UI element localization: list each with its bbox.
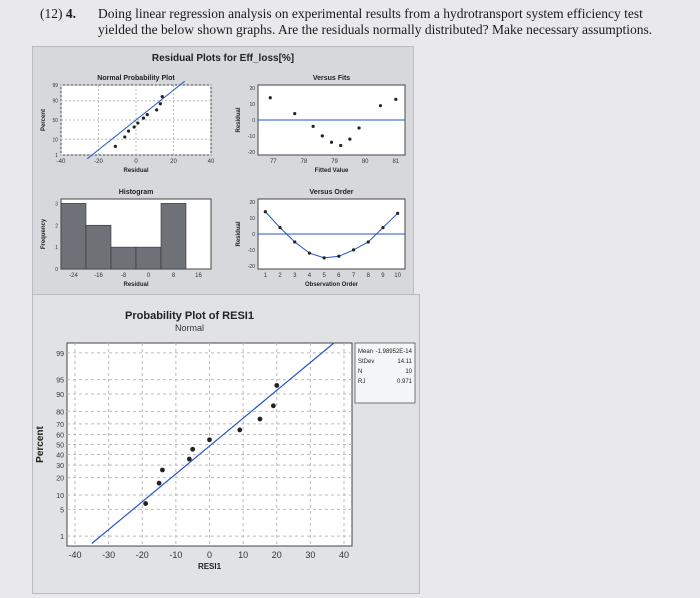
data-point [143, 501, 148, 506]
data-point [352, 248, 355, 251]
x-axis-label: Fitted Value [314, 168, 349, 174]
x-tick-label: 6 [337, 273, 341, 279]
data-point [146, 113, 149, 116]
probability-plot-panel [32, 294, 420, 594]
data-point [136, 121, 139, 124]
y-axis-label: Percent [35, 426, 46, 463]
y-tick-label: 40 [56, 452, 64, 460]
residual-plots-svg [33, 47, 413, 294]
data-point [237, 428, 242, 433]
x-tick-label: -24 [69, 273, 78, 279]
data-point [161, 95, 164, 98]
x-tick-label: 79 [331, 159, 338, 165]
x-tick-label: 9 [381, 273, 385, 279]
data-point [271, 403, 276, 408]
histogram-plot [41, 189, 211, 288]
y-tick-label: 50 [56, 442, 64, 450]
data-point [330, 141, 333, 144]
y-tick-label: 10 [249, 216, 255, 223]
x-tick-label: 0 [146, 273, 151, 279]
x-tick-label: 30 [305, 550, 316, 560]
y-tick-label: 10 [249, 102, 255, 109]
stats-value: -1.98952E-14 [375, 349, 412, 355]
data-point [269, 96, 272, 99]
data-point [312, 125, 315, 128]
y-tick-label: 0 [55, 267, 58, 273]
y-tick-label: 80 [56, 409, 64, 417]
stats-value: 10 [405, 369, 412, 375]
y-tick-label: 20 [249, 200, 255, 207]
chart-title: Versus Order [309, 189, 354, 196]
y-tick-label: 10 [52, 137, 58, 144]
normal-probability-plot [41, 75, 215, 174]
versus-fits-plot [236, 75, 405, 174]
data-point [278, 226, 281, 229]
y-tick-label: 3 [55, 201, 58, 208]
x-tick-label: 80 [361, 159, 369, 165]
y-tick-label: 0 [252, 232, 255, 238]
data-point [381, 226, 384, 229]
data-point [155, 108, 158, 111]
data-point [123, 135, 126, 138]
x-tick-label: 10 [238, 550, 249, 560]
y-tick-label: -10 [247, 247, 255, 254]
y-tick-label: -10 [247, 133, 255, 140]
data-point [274, 383, 279, 388]
residual-panel-title: Residual Plots for Eff_loss[%] [151, 53, 295, 64]
x-tick-label: 20 [170, 159, 177, 165]
x-tick-label: 4 [307, 273, 312, 279]
y-tick-label: 2 [55, 223, 58, 230]
x-tick-label: -20 [135, 550, 149, 560]
histogram-bar [86, 225, 111, 269]
data-point [190, 447, 195, 452]
question-line-2: yielded the below shown graphs. Are the residuals normally distributed? Make necessary assumptions. [98, 22, 653, 37]
x-tick-label: 81 [392, 159, 400, 165]
y-tick-label: 1 [55, 245, 58, 252]
question-number: (12) 4. [40, 6, 76, 21]
probability-plot-svg [33, 295, 419, 593]
histogram-bar [136, 247, 161, 269]
stats-label: StDev [358, 359, 375, 365]
y-tick-label: 90 [52, 98, 58, 105]
data-point [339, 144, 342, 147]
stats-value: 0.971 [396, 379, 412, 385]
y-tick-label: 95 [56, 377, 64, 385]
chart-title: Versus Fits [312, 75, 351, 82]
x-tick-label: 8 [366, 273, 370, 279]
x-tick-label: 16 [195, 273, 202, 279]
x-tick-label: 5 [322, 273, 326, 279]
x-axis-label: Residual [123, 282, 149, 288]
y-tick-label: 70 [56, 421, 64, 429]
data-point [133, 125, 136, 128]
data-point [396, 212, 399, 215]
y-axis-label: Residual [236, 221, 242, 247]
histogram-bar [111, 247, 136, 269]
question-text [40, 6, 680, 38]
y-tick-label: 30 [56, 463, 64, 471]
y-tick-label: 50 [52, 118, 58, 124]
stats-label: Mean [358, 349, 374, 355]
x-tick-label: 0 [134, 159, 138, 165]
x-tick-label: 78 [300, 159, 308, 165]
x-axis-label: Observation Order [304, 282, 359, 288]
y-tick-label: 90 [56, 392, 64, 400]
data-point [337, 255, 340, 258]
y-tick-label: 10 [56, 492, 64, 500]
data-point [157, 481, 162, 486]
x-tick-label: 0 [206, 550, 213, 560]
data-point [293, 240, 296, 243]
data-point [367, 240, 370, 243]
y-tick-label: 99 [52, 83, 58, 89]
data-point [142, 117, 145, 120]
x-tick-label: -20 [94, 159, 103, 165]
x-tick-label: 77 [269, 159, 277, 165]
y-tick-label: 60 [56, 432, 64, 440]
histogram-bar [61, 203, 86, 269]
x-axis-label: Residual [123, 168, 149, 174]
y-axis-label: Residual [236, 107, 242, 133]
versus-order-plot [236, 189, 405, 288]
y-axis-label: Frequency [41, 218, 47, 250]
stats-label: N [358, 369, 363, 375]
probability-plot-resi1 [35, 310, 415, 571]
x-tick-label: -40 [68, 550, 82, 560]
x-axis-label: RESI1 [197, 562, 222, 571]
chart-subtitle: Normal [174, 323, 205, 333]
data-point [127, 130, 130, 133]
stats-label: RJ [358, 379, 366, 385]
stats-value: 14.11 [397, 359, 412, 365]
y-tick-label: -20 [247, 149, 255, 156]
question-line-1: Doing linear regression analysis on experimental results from a hydrotransport system efficiency test [98, 6, 643, 21]
data-point [308, 251, 311, 254]
x-tick-label: -10 [169, 550, 183, 560]
x-tick-label: 1 [263, 273, 268, 279]
data-point [258, 417, 263, 422]
chart-title: Normal Probability Plot [97, 75, 175, 82]
residual-plots-panel [32, 46, 414, 295]
x-tick-label: 20 [271, 550, 282, 560]
y-tick-label: 0 [252, 118, 255, 124]
x-tick-label: 8 [171, 273, 176, 279]
data-point [159, 102, 162, 105]
x-tick-label: -30 [102, 550, 116, 560]
x-tick-label: 10 [394, 273, 401, 279]
y-tick-label: -20 [247, 263, 255, 270]
y-tick-label: 1 [55, 153, 58, 159]
x-tick-label: 7 [351, 273, 356, 279]
data-point [114, 145, 117, 148]
x-tick-label: 3 [293, 273, 297, 279]
y-tick-label: 20 [56, 475, 64, 483]
data-point [160, 468, 165, 473]
x-tick-label: -8 [120, 273, 127, 279]
x-tick-label: 40 [207, 159, 215, 165]
x-tick-label: -40 [56, 159, 66, 165]
x-tick-label: 40 [338, 550, 350, 560]
data-point [187, 457, 192, 462]
x-tick-label: 2 [278, 273, 282, 279]
data-point [321, 134, 324, 137]
data-point [293, 112, 296, 115]
y-tick-label: 99 [56, 350, 64, 358]
chart-title: Probability Plot of RESI1 [125, 310, 254, 322]
y-tick-label: 20 [249, 86, 255, 93]
data-point [394, 98, 397, 101]
data-point [348, 137, 351, 140]
y-tick-label: 1 [60, 534, 64, 542]
data-point [323, 256, 326, 259]
y-axis-label: Percent [41, 108, 47, 132]
data-point [264, 210, 267, 213]
data-point [379, 104, 382, 107]
y-tick-label: 5 [60, 507, 64, 515]
x-tick-label: -16 [94, 273, 103, 279]
data-point [357, 126, 360, 129]
data-point [207, 437, 212, 442]
chart-title: Histogram [118, 189, 154, 196]
histogram-bar [161, 203, 186, 269]
